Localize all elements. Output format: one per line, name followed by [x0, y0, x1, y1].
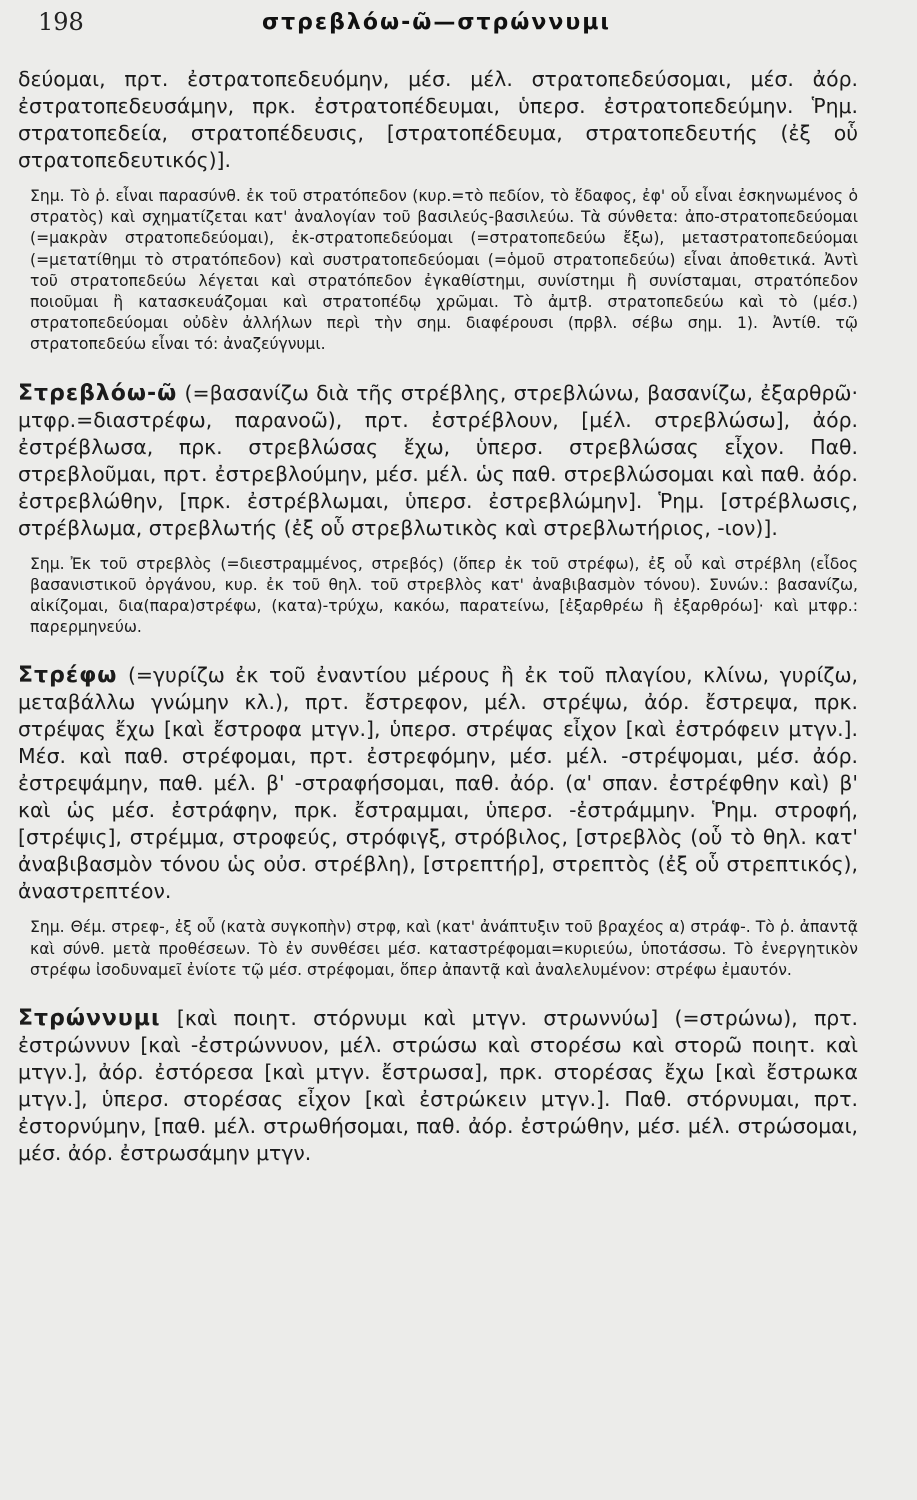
entry-strebloo — [18, 380, 858, 542]
continued-entry-note — [18, 186, 858, 356]
entry-text: (=βασανίζω διὰ τῆς στρέβλης, στρεβλώνω, βασανίζω, ἐξαρθρῶ· μτφρ.=διαστρέφω, παρανοῶ), πρτ. ἐστρέβλουν, [μέλ. στρεβλώσω], ἀόρ. ἐστρέβλωσα, πρκ. στρεβλώσας ἔχω, ὑπερσ. στρεβλώσας εἶχον. Παθ. στρεβλοῦμαι, πρτ. ἐστρεβλούμην, μέσ. μέλ. ὡς παθ. στρεβλώσομαι καὶ παθ. ἀόρ. ἐστρεβλώθην, [πρκ. ἐστρέβλωμαι, ὑπερσ. ἐστρεβλώμην]. Ῥημ. [στρέβλωσις, στρέβλωμα, στρεβλωτής (ἐξ οὗ στρεβλωτικὸς καὶ στρεβλωτήριος, -ιον)]. — [18, 380, 858, 540]
running-head-title: στρεβλόω-ῶ—στρώννυμι — [262, 10, 611, 35]
entry-strepho — [18, 662, 858, 905]
running-head — [0, 0, 917, 60]
note-label: Σημ. — [30, 918, 65, 937]
continued-entry-text: δεύομαι, πρτ. ἐστρατοπεδευόμην, μέσ. μέλ. στρατοπεδεύσομαι, μέσ. ἀόρ. ἐστρατοπεδευσάμην, πρκ. ἐστρατοπέδευμαι, ὑπερσ. ἐστρατοπεδεύμην. Ῥημ. στρατοπεδεία, στρατοπέδευσις, [στρατοπέδευμα, στρατοπεδευτής (ἐξ οὗ στρατοπεδευτικός)]. — [18, 67, 858, 172]
entry-strepho-note — [18, 917, 858, 981]
page-number: 198 — [38, 8, 84, 36]
entry-text: (=γυρίζω ἐκ τοῦ ἐναντίου μέρους ἢ ἐκ τοῦ πλαγίου, κλίνω, γυρίζω, μεταβάλλω γνώμην κλ.), πρτ. ἔστρεφον, μέλ. στρέψω, ἀόρ. ἔστρεψα, πρκ. στρέψας ἔχω [καὶ ἔστροφα μτγν.], ὑπερσ. στρέψας εἶχον [καὶ ἐστρόφειν μτγν.]. Μέσ. καὶ παθ. στρέφομαι, πρτ. ἐστρεφόμην, μέσ. μέλ. -στρέψομαι, μέσ. ἀόρ. ἐστρεψάμην, παθ. μέλ. β' -στραφήσομαι, παθ. ἀόρ. (α' σπαν. ἐστρέφθην καὶ) β' καὶ ὡς μέσ. ἐστράφην, πρκ. ἔστραμμαι, ὑπερσ. -ἐστράμμην. Ῥημ. στροφή, [στρέψις], στρέμμα, στροφεύς, στρόφιγξ, στρόβιλος, [στρεβλὸς (οὗ τὸ θηλ. κατ' ἀναβιβασμὸν τόνου ὡς οὐσ. στρέβλη), [στρεπτήρ], στρεπτὸς (ἐξ οὗ στρεπτικός), ἀναστρεπτέον. — [18, 663, 859, 904]
headword: Στρεβλόω-ῶ — [18, 380, 178, 406]
note-text: Τὸ ῥ. εἶναι παρασύνθ. ἐκ τοῦ στρατόπεδον (κυρ.=τὸ πεδίον, τὸ ἔδαφος, ἐφ' οὗ εἶναι ἐσκηνωμένος ὁ στρατὸς) καὶ σχηματίζεται κατ' ἀναλογίαν τοῦ βασιλεύς-βασιλεύω. Τὰ σύνθετα: ἀπο-στρατοπεδεύομαι (=μακρὰν στρατοπεδεύομαι), ἐκ-στρατοπεδεύομαι (=στρατοπεδεύω ἔξω), μεταστρατοπεδεύομαι (=μετατίθημι τὸ στρατόπεδον) καὶ συστρατοπεδεύομαι (=ὁμοῦ στρατοπεδεύω) εἶναι ἀποθετικά. Ἀντὶ τοῦ στρατοπεδεύω λέγεται καὶ στρατόπεδον ἐγκαθίστημι, συνίστημι ἢ συνίσταμαι, στρατόπεδον ποιοῦμαι ἢ κατασκευάζομαι καὶ στρατοπέδῳ χρῶμαι. Τὸ ἀμτβ. στρατοπεδεύω καὶ τὸ (μέσ.) στρατοπεδεύομαι οὐδὲν ἀλλήλων περὶ τὴν σημ. διαφέρουσι (πρβλ. σέβω σημ. 1). Ἀντίθ. τῷ στρατοπεδεύω εἶναι τό: ἀναζεύγνυμι. — [30, 187, 858, 354]
note-text: Θέμ. στρεφ-, ἐξ οὗ (κατὰ συγκοπὴν) στρφ, καὶ (κατ' ἀνάπτυξιν τοῦ βραχέος α) στράφ-. Τὸ ῥ. ἀπαντᾷ καὶ σύνθ. μετὰ προθέσεων. Τὸ ἐν συνθέσει μέσ. καταστρέφομαι=κυριεύω, ὑποτάσσω. Τὸ ἐνεργητικὸν στρέφω ἰσοδυναμεῖ ἐνίοτε τῷ μέσ. στρέφομαι, ὅπερ ἀπαντᾷ καὶ ἀναλελυμένον: στρέφω ἐμαυτόν. — [30, 918, 858, 979]
entry-text: [καὶ ποιητ. στόρνυμι καὶ μτγν. στρωννύω] (=στρώνω), πρτ. ἐστρώννυν [καὶ -ἐστρώννυον, μέλ. στρώσω καὶ στορέσω καὶ στορῶ ποιητ. καὶ μτγν.], ἀόρ. ἐστόρεσα [καὶ μτγν. ἔστρωσα], πρκ. στορέσας ἔχω [καὶ ἔστρωκα μτγν.], ὑπερσ. στορέσας εἶχον [καὶ ἐστρώκειν μτγν.]. Παθ. στόρνυμαι, πρτ. ἐστορνύμην, [παθ. μέλ. στρωθήσομαι, παθ. ἀόρ. ἐστρώθην, μέσ. μέλ. στρώσομαι, μέσ. ἀόρ. ἐστρωσάμην μτγν. — [18, 1006, 858, 1166]
note-label: Σημ. — [30, 554, 65, 573]
entry-strebloo-note — [18, 554, 858, 639]
note-label: Σημ. — [30, 187, 65, 205]
entry-stronnymi — [18, 1005, 858, 1167]
page-body — [18, 64, 858, 1167]
note-text: Ἐκ τοῦ στρεβλὸς (=διεστραμμένος, στρεβός) (ὅπερ ἐκ τοῦ στρέφω), ἐξ οὗ καὶ στρέβλη (εἶδος βασανιστικοῦ ὀργάνου, κυρ. ἐκ τοῦ θηλ. τοῦ στρεβλὸς κατ' ἀναβιβασμὸν τόνου). Συνών.: βασανίζω, αἰκίζομαι, δια(παρα)στρέφω, (κατα)-τρύχω, κακόω, παρατείνω, [ἐξαρθρέω ἢ ἐξαρθρόω]· καὶ μτφρ.: παρερμηνεύω. — [30, 554, 858, 637]
headword: Στρώννυμι — [18, 1006, 161, 1032]
headword: Στρέφω — [18, 663, 118, 689]
